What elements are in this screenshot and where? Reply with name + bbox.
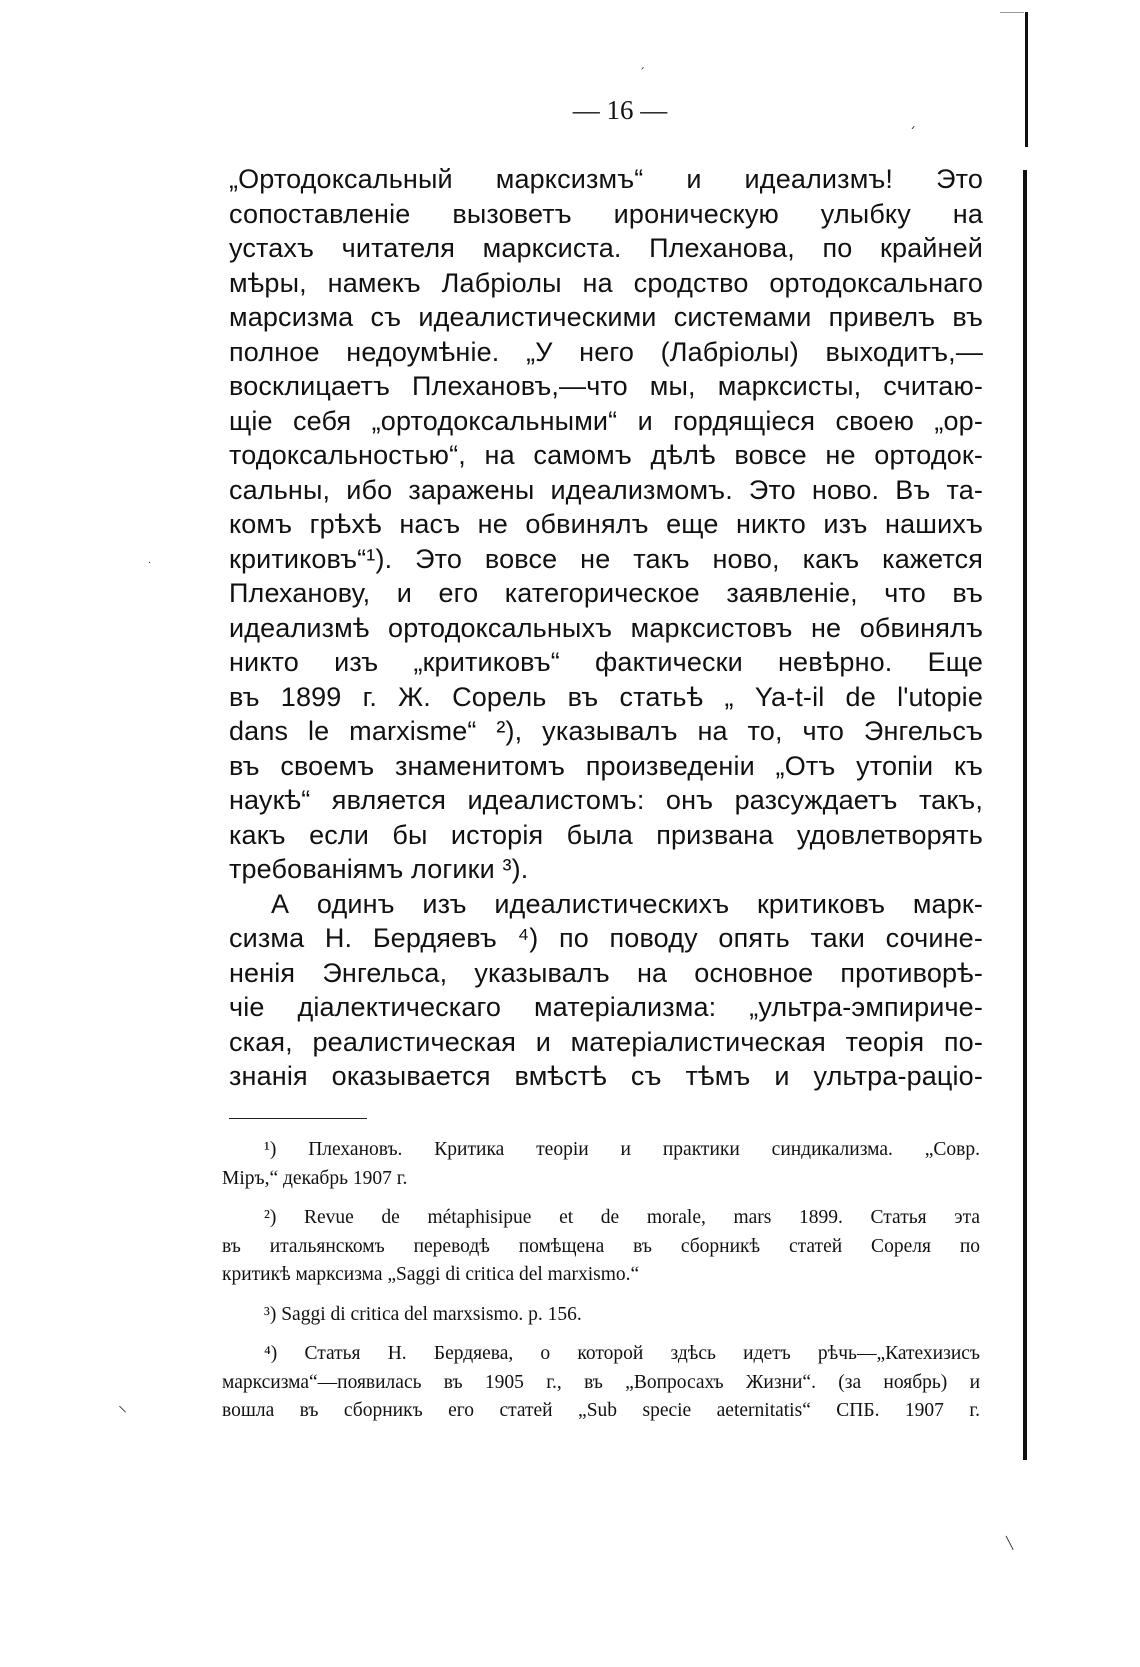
main-text [229, 162, 983, 1094]
text-line: устахъ читателя марксиста. Плеханова, по крайней [229, 233, 983, 263]
text-line: въ 1899 г. Ж. Сорель въ статьѣ „ Ya-t-il de l'utopie [229, 681, 983, 712]
page-number: — 16 — [572, 95, 668, 125]
text-line: А одинъ изъ идеалистическихъ критиковъ марк- [271, 888, 983, 919]
footnotes [222, 1136, 980, 1426]
scan-edge-bar [1023, 170, 1027, 1460]
scan-edge-bar [1025, 12, 1028, 147]
scan-speck: ⸜ [118, 1395, 127, 1416]
text-line: „Ортодоксальный марксизмъ“ и идеализмъ! Это [229, 164, 983, 194]
text-line: какъ если бы исторія была призвана удовлетворять [229, 819, 983, 850]
text-line: сальны, ибо заражены идеализмомъ. Это ново. Въ та- [229, 474, 983, 505]
text-line: комъ грѣхѣ насъ не обвинялъ еще никто изъ нашихъ [229, 509, 983, 539]
footnote-line: критикѣ марксизма „Saggi di critica del marxismo.“ [222, 1264, 640, 1285]
text-line: никто изъ „критиковъ“ фактически невѣрно. Еще [229, 647, 983, 677]
scan-speck: · [148, 558, 152, 569]
footnote-line: въ итальянскомъ переводѣ помѣщена въ сборникѣ статей Сореля по [222, 1235, 980, 1257]
text-line: тодоксальностью“, на самомъ дѣлѣ вовсе не ортодок- [229, 440, 983, 470]
text-line: Плеханову, и его категорическое заявленіе, что въ [229, 578, 983, 608]
text-line: мѣры, намекъ Лабріолы на сродство ортодоксальнаго [229, 267, 983, 298]
footnote-line: ¹) Плехановъ. Критика теоріи и практики синдикализма. „Совр. [264, 1139, 980, 1160]
text-line: въ своемъ знаменитомъ произведеніи „Отъ утопіи къ [229, 750, 983, 781]
scan-speck: ˊ [639, 66, 645, 80]
text-line: щіе себя „ортодоксальными“ и гордящіеся своею „ор- [229, 405, 983, 436]
footnote-line: ²) Revue de métaphisipue et de morale, mars 1899. Статья эта [264, 1207, 980, 1228]
text-line: сопоставленіе вызоветъ ироническую улыбку на [229, 198, 983, 229]
text-line: наукѣ“ является идеалистомъ: онъ разсуждаетъ такъ, [229, 785, 983, 815]
text-line: восклицаетъ Плехановъ,—что мы, марксисты, считаю- [229, 371, 983, 401]
scan-edge-bar [1000, 12, 1024, 13]
text-line: требованіямъ логики ³). [229, 854, 529, 884]
text-line: полное недоумѣніе. „У него (Лабріолы) выходитъ,— [229, 336, 983, 367]
footnote-line: ³) Saggi di critica del marxsismo. p. 156. [264, 1303, 582, 1325]
text-line: ская, реалистическая и матеріалистическая теорія по- [229, 1026, 983, 1057]
text-line: сизма Н. Бердяевъ ⁴) по поводу опять таки сочине- [229, 923, 983, 953]
scan-speck: ˊ [909, 126, 916, 142]
footnote-line: Міръ,“ декабрь 1907 г. [222, 1167, 408, 1189]
text-line: ненія Энгельса, указывалъ на основное противорѣ- [229, 957, 983, 988]
scan-speck: ╲ [1006, 1536, 1014, 1550]
text-line: dans le marxisme“ ²), указывалъ на то, что Энгельсъ [229, 716, 983, 746]
text-line: идеализмѣ ортодоксальныхъ марксистовъ не обвинялъ [229, 612, 983, 643]
footnote-line: марксизма“—появилась въ 1905 г., въ „Вопросахъ Жизни“. (за ноябрь) и [222, 1371, 980, 1393]
footnote-line: вошла въ сборникъ его статей „Sub specie aeternitatis“ СПБ. 1907 г. [222, 1400, 980, 1421]
text-line: знанія оказывается вмѣстѣ съ тѣмъ и ультра-раціо- [229, 1061, 983, 1091]
footnote-separator [229, 1118, 367, 1119]
text-line: марсизма съ идеалистическими системами привелъ въ [229, 302, 983, 332]
text-line: критиковъ“¹). Это вовсе не такъ ново, какъ кажется [229, 543, 983, 574]
footnote-line: ⁴) Статья Н. Бердяева, о которой здѣсь идетъ рѣчь—„Катехизисъ [264, 1343, 980, 1364]
text-line: чіе діалектическаго матеріализма: „ультра-эмпириче- [229, 992, 983, 1022]
